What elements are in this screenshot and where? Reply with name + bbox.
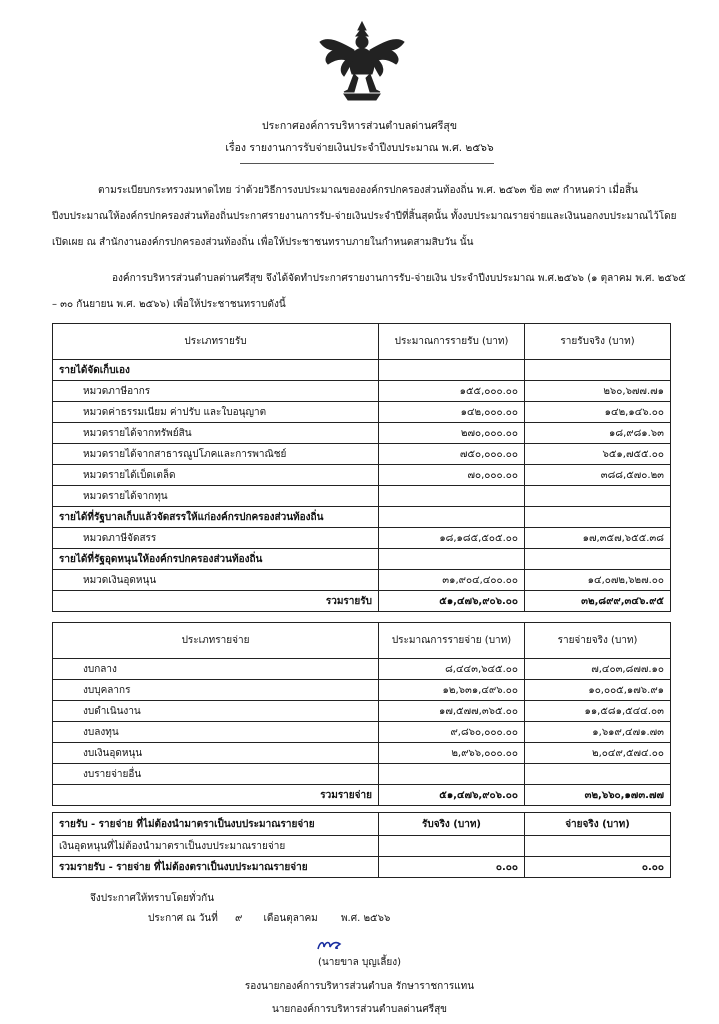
date-year: พ.ศ. ๒๕๖๖	[340, 913, 391, 924]
row-value: ๗,๔๐๓,๘๗๗.๑๐	[525, 659, 671, 680]
closing-notice: จึงประกาศให้ทราบโดยทั่วกัน	[90, 893, 215, 904]
column-header: จ่ายจริง (บาท)	[525, 813, 671, 836]
table-header-row	[53, 813, 671, 836]
row-value: ๑๕๕,๐๐๐.๐๐	[379, 381, 525, 402]
row-label: หมวดรายได้เบ็ดเตล็ด	[53, 465, 379, 486]
row-label: รวมรายจ่าย	[53, 785, 379, 806]
table-row	[53, 444, 671, 465]
row-label: รวมรายรับ - รายจ่าย ที่ไม่ต้องตราเป็นงบประมาณรายจ่าย	[53, 857, 379, 878]
revenue-table	[52, 323, 671, 612]
row-value: ๐.๐๐	[379, 857, 525, 878]
signer-organization: นายกองค์การบริหารส่วนตำบลด่านศรีสุข	[271, 1004, 448, 1015]
signer-name: (นายขาล บุญเลี้ยง)	[317, 957, 402, 968]
row-value	[525, 486, 671, 507]
row-value	[379, 486, 525, 507]
table-row	[53, 402, 671, 423]
row-value: ๓๒,๘๙๙,๓๔๖.๙๕	[525, 591, 671, 612]
row-value: ๑๗,๕๗๗,๓๖๕.๐๐	[379, 701, 525, 722]
row-value: ๙,๘๖๐,๐๐๐.๐๐	[379, 722, 525, 743]
intro-paragraph: ตามระเบียบกระทรวงมหาดไทย ว่าด้วยวิธีการงบประมาณขององค์กรปกครองส่วนท้องถิ่น พ.ศ. ๒๕๖๓ ข้อ ๓๙ กำหนดว่า เมื่อสิ้นปีงบประมาณให้องค์กรปกครองส่วนท้องถิ่นประกาศรายงานการรับ-จ่ายเงินประจำปีที่สิ้นสุดนั้น ทั้งงบประมาณรายจ่ายและเงินนอกงบประมาณไว้โดยเปิดเผย ณ สำนักงานองค์กรปกครองส่วนท้องถิ่น เพื่อให้ประชาชนทราบภายในกำหนดสามสิบวัน นั้น	[52, 185, 677, 248]
row-value	[379, 764, 525, 785]
row-label: งบรายจ่ายอื่น	[53, 764, 379, 785]
row-value: ๑๗,๓๕๗,๖๕๕.๓๘	[525, 528, 671, 549]
table-row	[53, 722, 671, 743]
row-value: ๑๘,๑๘๕,๕๐๕.๐๐	[379, 528, 525, 549]
row-value: ๘,๔๔๓,๖๔๕.๐๐	[379, 659, 525, 680]
table-row	[53, 360, 671, 381]
signer-position: รองนายกองค์การบริหารส่วนตำบล รักษาราชการแทน	[244, 981, 475, 992]
column-header: ประมาณการรายจ่าย (บาท)	[379, 623, 525, 659]
row-value: ๑๔,๐๗๒,๖๒๗.๐๐	[525, 570, 671, 591]
row-value	[525, 507, 671, 528]
row-value: ๑๐,๐๐๕,๑๗๖.๙๑	[525, 680, 671, 701]
row-value: ๖๕๑,๗๕๕.๐๐	[525, 444, 671, 465]
table-row	[53, 570, 671, 591]
row-label: งบลงทุน	[53, 722, 379, 743]
row-value: ๕๑,๔๗๖,๙๐๖.๐๐	[379, 785, 525, 806]
column-header: รายรับ - รายจ่าย ที่ไม่ต้องนำมาตราเป็นงบประมาณรายจ่าย	[53, 813, 379, 836]
row-label: หมวดรายได้จากทรัพย์สิน	[53, 423, 379, 444]
row-value: ๐.๐๐	[525, 857, 671, 878]
announcement-title: ประกาศองค์การบริหารส่วนตำบลด่านศรีสุข	[261, 120, 458, 132]
announcement-date	[148, 911, 568, 926]
row-value: ๑,๖๑๙,๔๗๑.๗๓	[525, 722, 671, 743]
row-label: รวมรายรับ	[53, 591, 379, 612]
table-row	[53, 423, 671, 444]
row-label: หมวดรายได้จากสาธารณูปโภคและการพาณิชย์	[53, 444, 379, 465]
garuda-emblem-icon	[318, 20, 406, 102]
row-label: งบเงินอุดหนุน	[53, 743, 379, 764]
table-row	[53, 857, 671, 878]
column-header: ประมาณการรายรับ (บาท)	[379, 324, 525, 360]
table-row	[53, 549, 671, 570]
date-day: ๙	[234, 913, 243, 924]
table-row	[53, 701, 671, 722]
row-label: งบบุคลากร	[53, 680, 379, 701]
date-prefix: ประกาศ ณ วันที่	[148, 913, 218, 924]
row-label: หมวดค่าธรรมเนียม ค่าปรับ และใบอนุญาต	[53, 402, 379, 423]
table-row	[53, 680, 671, 701]
table-row	[53, 507, 671, 528]
row-value: ๗๐,๐๐๐.๐๐	[379, 465, 525, 486]
announcement-subject: เรื่อง รายงานการรับจ่ายเงินประจำปีงบประมาณ พ.ศ. ๒๕๖๖	[225, 142, 494, 154]
row-value	[379, 836, 525, 857]
row-value: ๒๖๐,๖๗๗.๗๑	[525, 381, 671, 402]
expense-table	[52, 622, 671, 806]
row-value	[525, 836, 671, 857]
row-label: รายได้ที่รัฐบาลเก็บแล้วจัดสรรให้แก่องค์กรปกครองส่วนท้องถิ่น	[53, 507, 379, 528]
row-value: ๒,๐๔๙,๕๗๔.๐๐	[525, 743, 671, 764]
row-value: ๑๔๒,๐๐๐.๐๐	[379, 402, 525, 423]
row-value	[525, 764, 671, 785]
column-header: ประเภทรายรับ	[53, 324, 379, 360]
row-value	[525, 360, 671, 381]
row-label: หมวดเงินอุดหนุน	[53, 570, 379, 591]
table-row	[53, 743, 671, 764]
row-label: งบกลาง	[53, 659, 379, 680]
table-row	[53, 381, 671, 402]
column-header: รายรับจริง (บาท)	[525, 324, 671, 360]
report-paragraph: องค์การบริหารส่วนตำบลด่านศรีสุข จึงได้จัดทำประกาศรายงานการรับ-จ่ายเงิน ประจำปีงบประมาณ พ.ศ.๒๕๖๖ (๑ ตุลาคม พ.ศ. ๒๕๖๕ – ๓๐ กันยายน พ.ศ. ๒๕๖๖) เพื่อให้ประชาชนทราบดังนี้	[52, 273, 686, 310]
row-value	[379, 360, 525, 381]
row-value	[379, 507, 525, 528]
column-header: รายจ่ายจริง (บาท)	[525, 623, 671, 659]
row-value	[525, 549, 671, 570]
row-value: ๒,๙๖๖,๐๐๐.๐๐	[379, 743, 525, 764]
row-value	[379, 549, 525, 570]
row-value: ๓๑,๙๐๔,๔๐๐.๐๐	[379, 570, 525, 591]
title-divider	[240, 163, 494, 164]
row-label: รายได้ที่รัฐอุดหนุนให้องค์กรปกครองส่วนท้องถิ่น	[53, 549, 379, 570]
date-month: เดือนตุลาคม	[263, 913, 318, 924]
table-row	[53, 764, 671, 785]
table-header-row	[53, 324, 671, 360]
handwritten-signature-icon	[300, 935, 360, 957]
table-row	[53, 486, 671, 507]
row-value: ๗๕๐,๐๐๐.๐๐	[379, 444, 525, 465]
row-value: ๕๑,๔๗๖,๙๐๖.๐๐	[379, 591, 525, 612]
row-value: ๑๑,๕๘๑,๕๔๔.๐๓	[525, 701, 671, 722]
row-value: ๒๗๐,๐๐๐.๐๐	[379, 423, 525, 444]
row-label: หมวดภาษีอากร	[53, 381, 379, 402]
row-value: ๑๔๒,๑๔๖.๐๐	[525, 402, 671, 423]
column-header: ประเภทรายจ่าย	[53, 623, 379, 659]
row-value: ๓๘๘,๕๗๐.๒๓	[525, 465, 671, 486]
row-label: เงินอุดหนุนที่ไม่ต้องนำมาตราเป็นงบประมาณรายจ่าย	[53, 836, 379, 857]
table-row	[53, 785, 671, 806]
row-label: หมวดภาษีจัดสรร	[53, 528, 379, 549]
table-row	[53, 836, 671, 857]
row-label: งบดำเนินงาน	[53, 701, 379, 722]
table-header-row	[53, 623, 671, 659]
row-value: ๑๒,๖๓๑,๔๙๖.๐๐	[379, 680, 525, 701]
row-label: รายได้จัดเก็บเอง	[53, 360, 379, 381]
row-value: ๓๒,๖๖๐,๑๗๓.๗๗	[525, 785, 671, 806]
column-header: รับจริง (บาท)	[379, 813, 525, 836]
table-row	[53, 528, 671, 549]
non-budget-summary-table	[52, 812, 671, 878]
table-row	[53, 659, 671, 680]
table-row	[53, 591, 671, 612]
table-row	[53, 465, 671, 486]
row-label: หมวดรายได้จากทุน	[53, 486, 379, 507]
row-value: ๑๘,๙๘๑.๖๓	[525, 423, 671, 444]
